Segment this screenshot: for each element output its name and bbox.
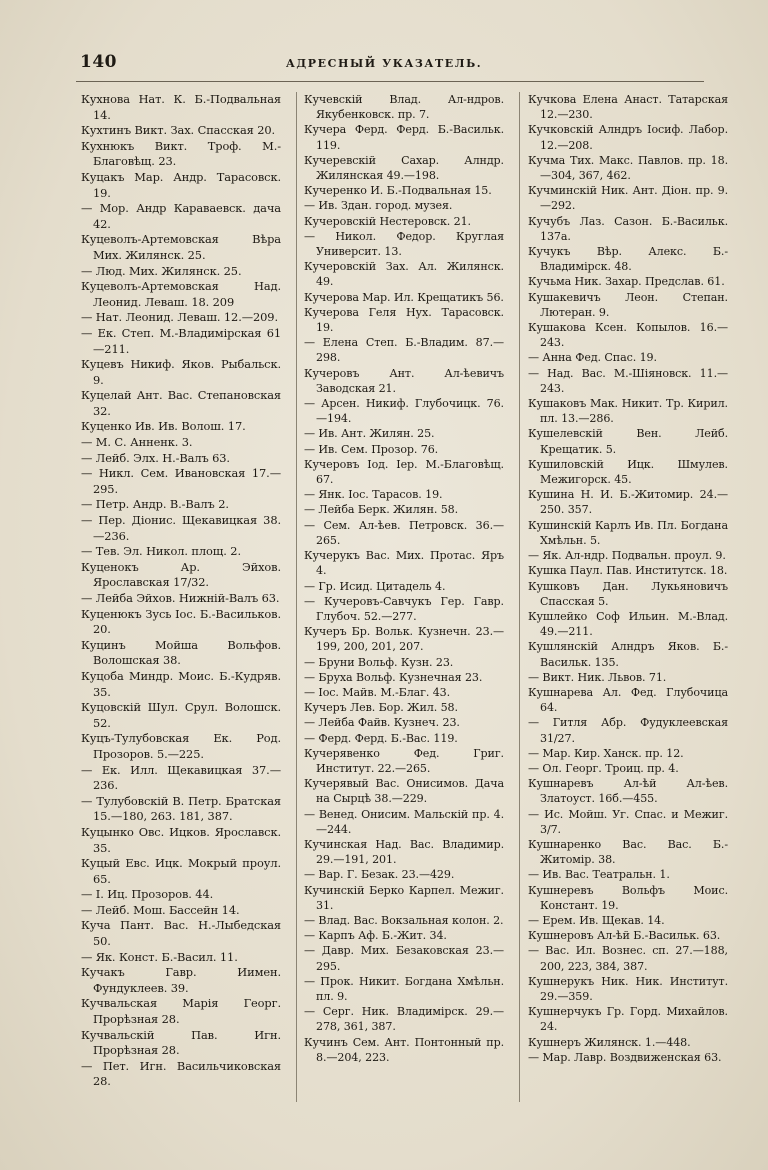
directory-entry: — Як. Конст. Б.-Васил. 11. — [81, 949, 238, 964]
directory-entry: — Карпъ Аф. Б.-Жит. 34. — [304, 929, 447, 943]
directory-entry: Куцовскій Шул. Срул. Волошск. 52. — [81, 700, 281, 730]
directory-entry: — Іос. Майв. М.-Благ. 43. — [304, 685, 451, 699]
directory-entry: Куча Пант. Вас. Н.-Лыбедская 50. — [81, 918, 281, 949]
directory-entry: — Анна Фед. Спас. 19. — [528, 351, 657, 365]
directory-entry: — Елена Степ. Б.-Владим. 87.—298. — [304, 336, 504, 365]
directory-entry: — Ив. Вас. Театральн. 1. — [528, 868, 670, 882]
directory-entry: Кушакевичъ Леон. Степан. Лютеран. 9. — [528, 290, 728, 319]
directory-entry: — Як. Ал-ндр. Подвальн. проул. 9. — [528, 549, 726, 563]
directory-entry: Кушнерукъ Ник. Ник. Институт. 29.—359. — [528, 974, 728, 1003]
directory-entry: — М. С. Анненк. 3. — [81, 435, 193, 450]
directory-entry: — Тулубовскій В. Петр. Братская 15.—180, 263. 181, 387. — [81, 793, 281, 824]
page-header — [0, 52, 768, 76]
directory-entry: Куцоба Миндр. Моис. Б.-Кудряв. 35. — [81, 668, 281, 699]
running-title: АДРЕСНЫЙ УКАЗАТЕЛЬ. — [285, 57, 483, 70]
directory-entry: — Кучеровъ-Савчукъ Гер. Гавр. Глубоч. 52.—277. — [304, 594, 504, 623]
directory-entry: — Влад. Вас. Вокзальная колон. 2. — [304, 913, 504, 927]
directory-entry: Кухнова Нат. К. Б.-Подвальная 14. — [81, 92, 281, 122]
directory-entry: Куцъ-Тулубовская Ек. Род. Прозоров. 5.—225. — [81, 731, 281, 761]
directory-entry: Кучвальская Марія Георг. Прорѣзная 28. — [81, 996, 281, 1027]
directory-entry: Кучеръ Бр. Вольк. Кузнечн. 23.—199, 200, 201, 207. — [304, 625, 504, 654]
directory-entry: Кучеровскій Зах. Ал. Жилянск. 49. — [304, 260, 504, 289]
directory-columns — [76, 92, 728, 1112]
directory-entry: Кушлянскій Алндръ Яков. Б.-Васильк. 135. — [528, 640, 728, 669]
directory-entry: — Янк. Іос. Тарасов. 19. — [304, 488, 443, 502]
directory-entry: Кушинскій Карлъ Ив. Пл. Богдана Хмѣльн. 5. — [528, 518, 728, 547]
directory-entry: — Ив. Здан. город. музея. — [304, 199, 453, 213]
directory-entry: — Тев. Эл. Никол. площ. 2. — [81, 544, 241, 559]
directory-entry: Кучинъ Сем. Ант. Понтонный пр. 8.—204, 223. — [304, 1035, 504, 1064]
directory-entry: Куценко Ив. Ив. Волош. 17. — [81, 419, 246, 434]
directory-entry: — I. Иц. Прозоров. 44. — [81, 887, 214, 902]
directory-entry: — Лейба Эйхов. Нижній-Валъ 63. — [81, 591, 280, 605]
directory-entry: Кушнеровъ Ал-ѣй Б.-Васильк. 63. — [528, 929, 721, 943]
directory-entry: Кучинскій Берко Карпел. Межиг. 31. — [304, 883, 504, 912]
directory-entry: Кучеровъ Іод. Іер. М.-Благовѣщ. 67. — [304, 457, 504, 487]
directory-entry: — Ек. Степ. М.-Владимірская 61—211. — [81, 325, 281, 356]
directory-entry: — Мар. Лавр. Воздвиженская 63. — [528, 1050, 722, 1064]
directory-entry: Куценюкъ Зусь Іос. Б.-Васильков. 20. — [81, 606, 281, 637]
directory-entry: Куцеволъ-Артемовская Над. Леонид. Леваш. 18. 209 — [81, 279, 281, 309]
directory-entry: — Никол. Федор. Круглая Университ. 13. — [304, 229, 504, 259]
directory-entry: Кухнюкъ Викт. Троф. М.-Благовѣщ. 23. — [81, 138, 281, 169]
directory-entry: Кушнеревъ Вольфъ Моис. Констант. 19. — [528, 883, 728, 912]
directory-entry: — Лейб. Мош. Бассейн 14. — [81, 902, 240, 917]
directory-entry: Куценокъ Ар. Эйхов. Ярославская 17/32. — [81, 559, 281, 590]
directory-entry: Куцинъ Мойша Вольфов. Волошская 38. — [81, 637, 281, 668]
directory-entry: — Бруха Вольф. Кузнечная 23. — [304, 670, 483, 684]
directory-entry: Кушакова Ксен. Копылов. 16.—243. — [528, 321, 728, 350]
directory-entry: Куцелай Ант. Вас. Степановская 32. — [81, 388, 281, 418]
directory-entry: — Мор. Андр Караваевск. дача 42. — [81, 201, 281, 231]
directory-column-1 — [81, 92, 281, 1090]
directory-entry: — Ис. Мойш. Уг. Спас. и Межиг. 3/7. — [528, 807, 728, 836]
directory-entry: — Люд. Мих. Жилянск. 25. — [81, 263, 242, 278]
directory-entry: — Ив. Сем. Прозор. 76. — [304, 442, 439, 456]
directory-entry: — Петр. Андр. В.-Валъ 2. — [81, 497, 229, 512]
directory-entry: — Ерем. Ив. Щекав. 14. — [528, 913, 665, 927]
directory-entry: — Гр. Исид. Цитадель 4. — [304, 579, 446, 593]
directory-entry: Кучеръ Лев. Бор. Жил. 58. — [304, 701, 458, 715]
directory-entry: — Викт. Ник. Львов. 71. — [528, 670, 667, 684]
directory-entry: Кучубъ Лаз. Сазон. Б.-Васильк. 137а. — [528, 214, 728, 243]
directory-entry: Куцакъ Мар. Андр. Тарасовск. 19. — [81, 169, 281, 200]
directory-entry: — Лейба Берк. Жилян. 58. — [304, 503, 459, 517]
directory-entry: — Вар. Г. Безак. 23.—429. — [304, 868, 455, 882]
directory-entry: — Ол. Георг. Троиц. пр. 4. — [528, 761, 679, 775]
directory-entry: — Мар. Кир. Ханск. пр. 12. — [528, 746, 684, 760]
directory-entry: Кучвальскій Пав. Игн. Прорѣзная 28. — [81, 1027, 281, 1058]
directory-entry: Кушнаревъ Ал-ѣй Ал-ѣев. Златоуст. 16б.—455. — [528, 777, 728, 806]
directory-entry: Кучеренко И. Б.-Подвальная 15. — [304, 184, 492, 198]
directory-entry: Кучьма Ник. Захар. Предслав. 61. — [528, 275, 725, 289]
directory-entry: — Бруни Вольф. Кузн. 23. — [304, 655, 454, 669]
directory-entry: Кучукъ Вѣр. Алекс. Б.-Владимірск. 48. — [528, 245, 728, 274]
directory-entry: — Лейба Файв. Кузнеч. 23. — [304, 716, 460, 730]
directory-entry: Кучерукъ Вас. Мих. Протас. Яръ 4. — [304, 549, 504, 578]
directory-entry: Кучерявенко Фед. Григ. Институт. 22.—265. — [304, 746, 504, 775]
directory-entry: Кучерова Мар. Ил. Крещатикъ 56. — [304, 290, 504, 304]
directory-entry: Кушнеръ Жилянск. 1.—448. — [528, 1035, 691, 1049]
directory-entry: Кучковскій Алндръ Іосиф. Лабор. 12.—208. — [528, 123, 728, 152]
directory-entry: Кучакъ Гавр. Иимен. Фундуклеев. 39. — [81, 965, 281, 995]
directory-entry: Кухтинъ Викт. Зах. Спасская 20. — [81, 123, 276, 138]
directory-entry: Кучера Ферд. Ферд. Б.-Васильк. 119. — [304, 123, 504, 152]
directory-entry: Кушелевскій Вен. Лейб. Крещатик. 5. — [528, 427, 728, 456]
directory-entry: Кучеровскій Нестеровск. 21. — [304, 214, 471, 228]
directory-entry: — Венед. Онисим. Мальскій пр. 4.—244. — [304, 807, 504, 836]
directory-entry: Кушка Паул. Пав. Институтск. 18. — [528, 564, 728, 578]
directory-entry: Кучма Тих. Макс. Павлов. пр. 18.—304, 367, 462. — [528, 153, 728, 183]
directory-entry: Кучерова Геля Нух. Тарасовск. 19. — [304, 305, 504, 335]
directory-entry: — Ек. Илл. Щекавицкая 37.—236. — [81, 762, 281, 793]
directory-entry: Кучеревскій Сахар. Алндр. Жилянская 49.—198. — [304, 153, 504, 183]
header-rule — [76, 81, 704, 82]
directory-entry: Кучинская Над. Вас. Владимир. 29.—191, 201. — [304, 837, 504, 867]
directory-entry: Кушнарева Ал. Фед. Глубочица 64. — [528, 685, 728, 715]
directory-entry: Кучерявый Вас. Онисимов. Дача на Сырцѣ 38.—229. — [304, 777, 504, 806]
directory-entry: Куцынко Овс. Ицков. Ярославск. 35. — [81, 824, 281, 855]
directory-entry: — Сем. Ал-ѣев. Петровск. 36.—265. — [304, 518, 504, 547]
directory-entry: Кушлейко Соф Ильин. М.-Влад. 49.—211. — [528, 609, 728, 639]
directory-entry: — Пер. Діонис. Щекавицкая 38.—236. — [81, 513, 281, 543]
directory-entry: — Ив. Ант. Жилян. 25. — [304, 427, 435, 441]
directory-entry: Кучеровъ Ант. Ал-ѣевичъ Заводская 21. — [304, 366, 504, 395]
directory-entry: Куцевъ Никиф. Яков. Рыбальск. 9. — [81, 357, 281, 387]
directory-entry: Кушнаренко Вас. Вас. Б.-Житомір. 38. — [528, 837, 728, 867]
directory-entry: Куцеволъ-Артемовская Вѣра Мих. Жилянск. 25. — [81, 232, 281, 262]
directory-entry: — Арсен. Никиф. Глубочицк. 76.—194. — [304, 397, 504, 426]
directory-entry: Куцый Евс. Ицк. Мокрый проул. 65. — [81, 856, 281, 886]
directory-entry: — Над. Вас. М.-Шіяновск. 11.—243. — [528, 366, 728, 395]
directory-entry: — Серг. Ник. Владимірск. 29.—278, 361, 387. — [304, 1005, 504, 1034]
directory-entry: — Прок. Никит. Богдана Хмѣльн. пл. 9. — [304, 974, 504, 1003]
directory-column-2 — [304, 92, 504, 1065]
directory-entry: Кушковъ Дан. Лукьяновичъ Спасская 5. — [528, 579, 728, 608]
directory-entry: — Никл. Сем. Ивановская 17.—295. — [81, 466, 281, 496]
directory-entry: Кушиловскій Ицк. Шмулев. Межигорск. 45. — [528, 457, 728, 487]
directory-entry: — Гитля Абр. Фудуклеевская 31/27. — [528, 716, 728, 745]
directory-column-3 — [528, 92, 728, 1065]
page-number: 140 — [80, 52, 117, 72]
directory-entry: Кучкова Елена Анаст. Татарская 12.—230. — [528, 93, 728, 122]
directory-entry: — Вас. Ил. Вознес. сп. 27.—188, 200, 223, 384, 387. — [528, 944, 728, 973]
directory-entry: Кушнерчукъ Гр. Горд. Михайлов. 24. — [528, 1005, 728, 1034]
directory-entry: — Пет. Игн. Васильчиковская 28. — [81, 1058, 281, 1089]
directory-entry: — Давр. Мих. Безаковская 23.—295. — [304, 944, 504, 973]
directory-entry: Кучевскій Влад. Ал-ндров. Якубенковск. пр. 7. — [304, 93, 504, 122]
directory-entry: — Нат. Леонид. Леваш. 12.—209. — [81, 310, 278, 325]
directory-entry: Кушаковъ Мак. Никит. Тр. Кирил. пл. 13.—286. — [528, 397, 728, 426]
directory-entry: — Лейб. Элх. Н.-Валъ 63. — [81, 450, 230, 465]
directory-entry: Кушина Н. И. Б.-Житомир. 24.—250. 357. — [528, 488, 728, 517]
directory-entry: Кучминскій Ник. Ант. Діон. пр. 9.—292. — [528, 184, 728, 213]
directory-entry: — Ферд. Ферд. Б.-Вас. 119. — [304, 731, 458, 745]
